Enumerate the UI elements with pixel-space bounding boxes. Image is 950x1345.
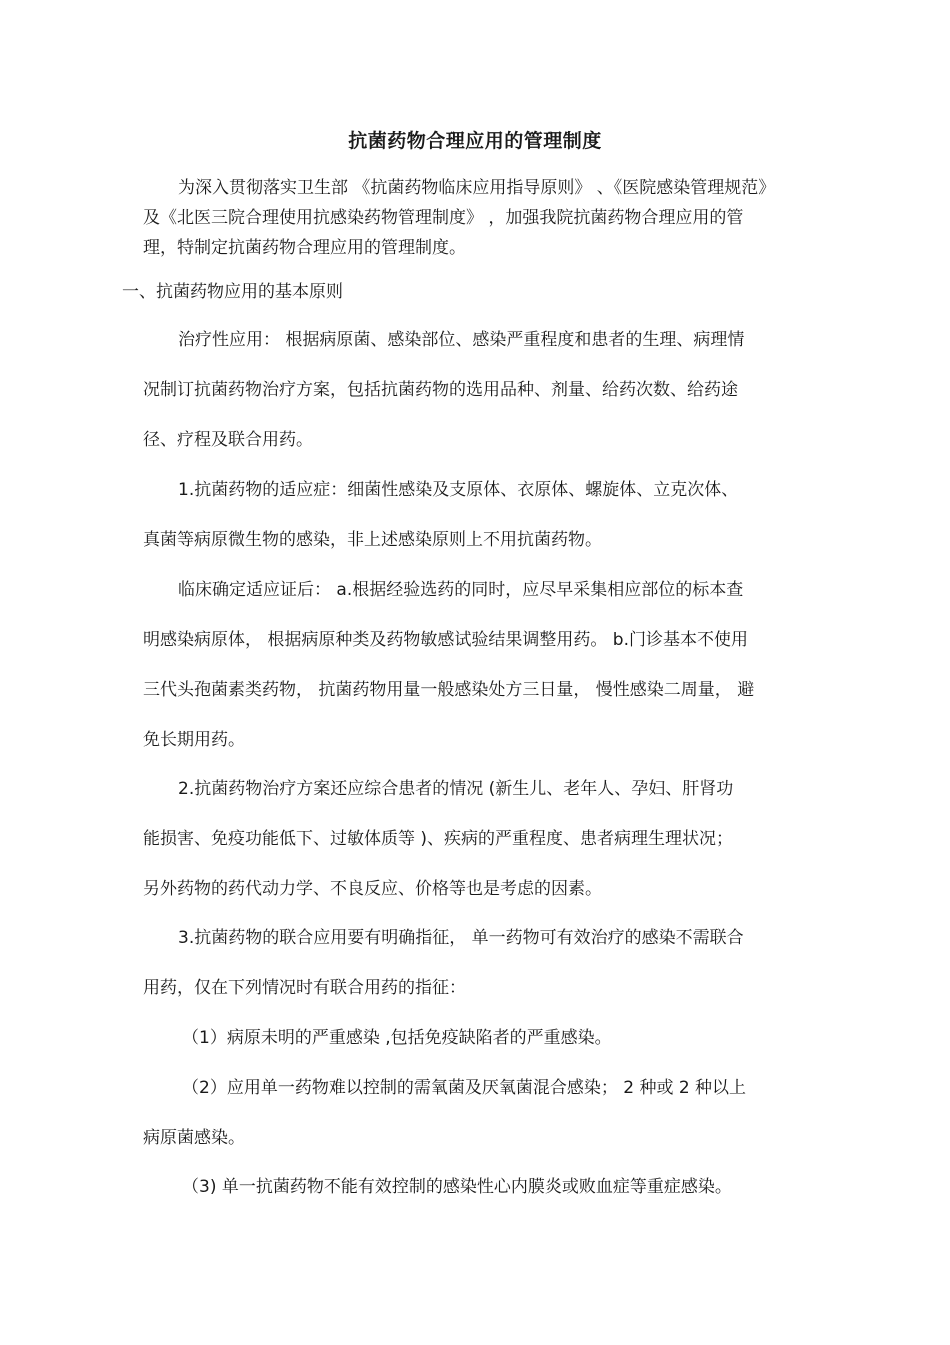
therapeutic-line-3: 径、疗程及联合用药。 (143, 430, 313, 450)
document-title: 抗菌药物合理应用的管理制度 (348, 130, 602, 152)
section-heading: 一、抗菌药物应用的基本原则 (122, 282, 343, 302)
sub-item-1: （1）病原未明的严重感染 ,包括免疫缺陷者的严重感染。 (182, 1028, 612, 1048)
clinical-line-1: 临床确定适应证后： a.根据经验选药的同时，应尽早采集相应部位的标本查 (178, 580, 744, 600)
item3-line-1: 3.抗菌药物的联合应用要有明确指征， 单一药物可有效治疗的感染不需联合 (178, 928, 744, 948)
intro-line-3: 理，特制定抗菌药物合理应用的管理制度。 (143, 238, 466, 258)
clinical-line-4: 免长期用药。 (143, 730, 245, 750)
therapeutic-line-2: 况制订抗菌药物治疗方案，包括抗菌药物的选用品种、剂量、给药次数、给药途 (143, 380, 738, 400)
intro-line-1: 为深入贯彻落实卫生部 《抗菌药物临床应用指导原则》 、《医院感染管理规范》 (178, 178, 776, 198)
item2-line-2: 能损害、免疫功能低下、过敏体质等 )、疾病的严重程度、患者病理生理状况； (143, 829, 734, 849)
sub-item-2-line-1: （2）应用单一药物难以控制的需氧菌及厌氧菌混合感染； 2 种或 2 种以上 (182, 1078, 747, 1098)
intro-line-2: 及《北医三院合理使用抗感染药物管理制度》 ，加强我院抗菌药物合理应用的管 (143, 208, 744, 228)
clinical-line-3: 三代头孢菌素类药物， 抗菌药物用量一般感染处方三日量， 慢性感染二周量， 避 (143, 680, 755, 700)
sub-item-2-line-2: 病原菌感染。 (143, 1128, 245, 1148)
clinical-line-2: 明感染病原体， 根据病原种类及药物敏感试验结果调整用药。 b.门诊基本不使用 (143, 630, 749, 650)
item3-line-2: 用药，仅在下列情况时有联合用药的指征： (143, 978, 466, 998)
item1-line-1: 1.抗菌药物的适应症：细菌性感染及支原体、衣原体、螺旋体、立克次体、 (178, 480, 739, 500)
item2-line-3: 另外药物的药代动力学、不良反应、价格等也是考虑的因素。 (143, 879, 602, 899)
item1-line-2: 真菌等病原微生物的感染，非上述感染原则上不用抗菌药物。 (143, 530, 602, 550)
sub-item-3: （3) 单一抗菌药物不能有效控制的感染性心内膜炎或败血症等重症感染。 (182, 1177, 732, 1197)
therapeutic-line-1: 治疗性应用： 根据病原菌、感染部位、感染严重程度和患者的生理、病理情 (178, 330, 745, 350)
item2-line-1: 2.抗菌药物治疗方案还应综合患者的情况 (新生儿、老年人、孕妇、肝肾功 (178, 779, 734, 799)
